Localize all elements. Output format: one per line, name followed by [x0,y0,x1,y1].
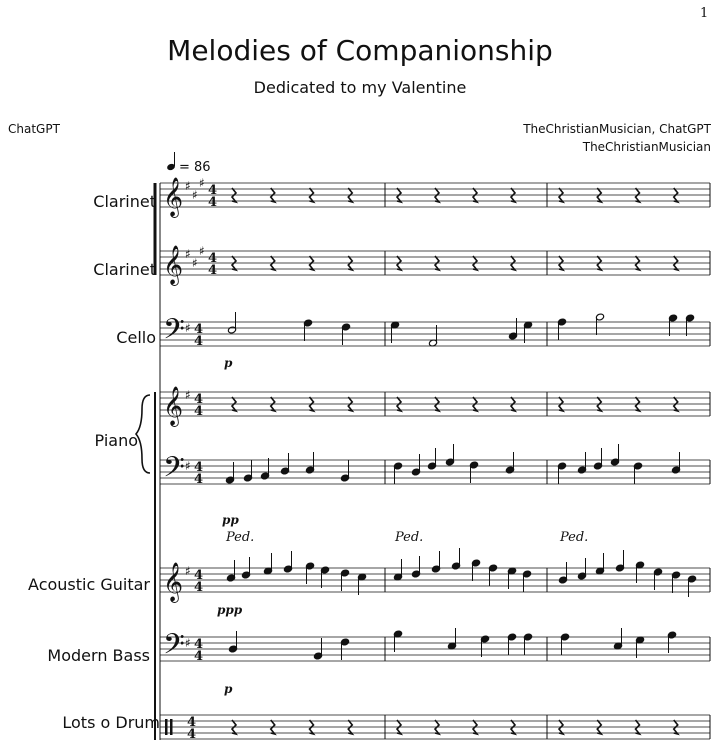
treble-clef: 𝄞 [163,386,184,426]
piano-brace [136,395,150,473]
staff-label-acoustic-guitar: Acoustic Guitar [28,575,150,594]
key-sharp: ♯ [192,188,198,202]
composer-credit: TheChristianMusician, ChatGPT [523,122,711,136]
staff-label-modern-bass: Modern Bass [47,646,150,665]
key-sharp: ♯ [185,459,191,473]
treble-clef: 𝄞 [163,562,184,602]
score-subtitle: Dedicated to my Valentine [253,78,467,97]
time-sig-bottom: 4 [194,580,204,595]
dynamic-guitar: ppp [217,603,243,617]
pedal-mark-1: Ped. [226,530,255,545]
time-sig-bottom: 4 [194,472,204,487]
time-sig-bottom: 4 [208,195,218,210]
key-sharp: ♯ [185,564,191,578]
time-sig-top: 4 [194,568,204,583]
staff-label-drums: Lots o Drum [62,713,160,732]
key-sharp: ♯ [185,321,191,335]
dynamic-piano: pp [222,513,239,527]
time-sig-bottom: 4 [194,404,204,419]
page-number: 1 [700,6,709,21]
key-sharp: ♯ [199,176,205,190]
dynamic-cello: p [224,356,233,370]
score-title: Melodies of Companionship [167,34,553,67]
pedal-mark-2: Ped. [395,530,424,545]
time-sig-top: 4 [194,637,204,652]
time-sig-bottom: 4 [187,727,197,742]
time-sig-top: 4 [194,322,204,337]
arranger-credit: ChatGPT [8,122,60,136]
staff-label-cello: Cello [116,328,156,347]
key-sharp: ♯ [185,179,191,193]
tempo-text: = 86 [179,160,211,175]
time-sig-bottom: 4 [194,649,204,664]
bass-clef: 𝄢 [163,451,185,491]
bass-clef: 𝄢 [163,628,185,668]
key-sharp: ♯ [199,244,205,258]
staff-label-piano: Piano [94,431,138,450]
pedal-mark-3: Ped. [560,530,589,545]
staff-label-clarinet-1: Clarinet [93,192,156,211]
treble-clef: 𝄞 [163,177,184,217]
dynamic-bass: p [224,682,233,696]
time-sig-top: 4 [208,183,218,198]
staff-label-clarinet-2: Clarinet [93,260,156,279]
time-sig-top: 4 [187,715,197,730]
time-sig-top: 4 [194,460,204,475]
key-sharp: ♯ [185,636,191,650]
lyricist-credit: TheChristianMusician [582,140,711,154]
percussion-clef [165,719,168,735]
time-sig-top: 4 [194,392,204,407]
percussion-clef [170,719,173,735]
tempo-marking [166,152,210,175]
time-sig-top: 4 [208,251,218,266]
bass-clef: 𝄢 [163,313,185,353]
time-sig-bottom: 4 [194,334,204,349]
key-sharp: ♯ [185,247,191,261]
treble-clef: 𝄞 [163,245,184,285]
key-sharp: ♯ [185,388,191,402]
time-sig-bottom: 4 [208,263,218,278]
notation-layer [136,176,710,742]
key-sharp: ♯ [192,256,198,270]
